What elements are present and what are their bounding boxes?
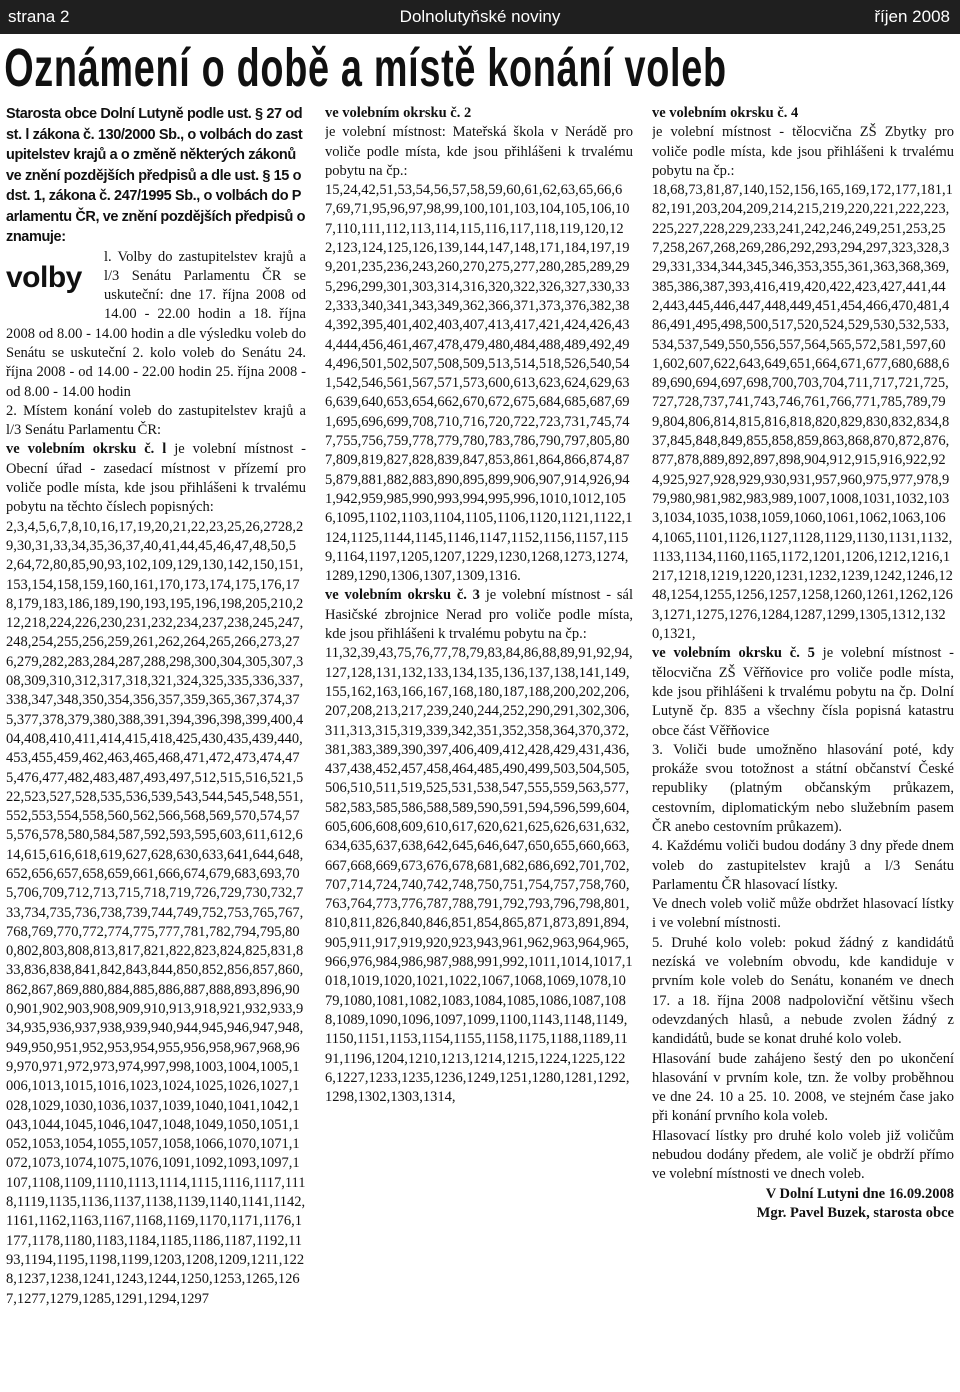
district-2-numbers: 15,24,42,51,53,54,56,57,58,59,60,61,62,63,65,66,67,69,71,95,96,97,98,99,100,101,103,104,105,106,107,110,111,112,113,114,115,116,117,118,119,120,122,123,124,125,126,139,144,147,148,171,184,197,199,201,235,236,243,260,270,275,277,280,285,289,295,296,299,301,303,314,316,320,322,326,327,330,332,333,340,341,343,349,362,366,371,373,376,382,384,392,395,401,402,403,407,413,417,421,424,426,434,444,456,461,467,478,479,480,484,488,489,492,494,496,501,502,507,508,509,513,514,518,526,540,541,542,546,561,567,571,573,600,613,623,624,629,636,639,640,653,654,662,670,672,675,684,685,687,691,695,696,699,708,710,716,720,722,723,731,745,747,755,756,759,778,779,780,783,786,790,797,805,807,809,819,827,828,839,847,853,861,864,866,874,875,879,881,882,883,890,895,899,906,907,914,926,941,942,959,985,990,993,994,995,996,1010,1012,1056,1095,1102,1103,1104,1105,1106,1120,1121,1122,1124,1125,1144,1145,1146,1147,1152,1156,1157,1159,1164,1197,1205,1207,1229,1230,1268,1273,1274,1289,1290,1306,1307,1309,1316. [325,182,633,585]
district-5-paragraph [652,644,954,740]
district-5-text: je volební místnost - tělocvična ZŠ Věřňovice pro voliče podle místa, kde jsou přihlášeni k trvalému pobytu na čp. Dolní Lutyně čp. 835 a všechny čísla popisná katastru obce část Věřňovice [652,645,954,739]
district-1-label: ve volebním okrsku č. l [6,441,167,458]
second-round-ballots-paragraph: Hlasovací lístky pro druhé kolo voleb již voličům nebudou dodány předem, ale volič je obdrží přímo ve volební místnosti ve dnech voleb. [652,1127,954,1183]
second-round-dates-paragraph: Hlasování bude zahájeno šestý den po ukončení hlasování v prvním kole, tzn. že volby proběhnou ve dne 24. 10 a 25. 10. 2008, ve stejném čase jako při konání prvního kola voleb. [652,1050,954,1125]
column-3 [652,104,954,1392]
district-2-text: je volební místnost: Mateřská škola v Nerádě pro voliče podle místa, kde jsou přihlášeni k trvalému pobytu na čp.: [325,124,633,179]
ballots-at-station-paragraph: Ve dnech voleb volič může obdržet hlasovací lístky i ve volební místnosti. [652,896,954,932]
district-4-numbers: 18,68,73,81,87,140,152,156,165,169,172,177,181,182,191,203,204,209,214,215,219,220,221,222,223,225,227,228,229,233,241,242,246,249,251,253,257,258,267,268,269,286,292,293,294,297,323,328,329,331,334,344,345,346,353,355,361,363,368,369,385,386,387,393,416,419,420,422,423,427,441,442,443,445,446,447,448,449,451,454,466,470,481,486,491,495,498,500,517,520,524,529,530,532,533,534,537,549,550,556,557,564,565,572,581,597,601,602,607,622,643,649,651,664,671,677,680,688,689,690,694,697,698,700,703,704,711,717,721,725,727,728,737,741,743,746,761,766,771,785,789,799,804,806,814,815,816,818,820,829,830,832,834,837,845,848,849,855,858,859,863,868,870,872,876,877,878,889,892,897,898,904,912,915,916,922,924,925,927,928,929,930,931,957,960,975,977,978,979,980,981,982,983,989,1007,1008,1031,1032,1033,1034,1035,1038,1059,1060,1061,1062,1063,1064,1065,1101,1126,1127,1128,1129,1130,1131,1132,1133,1134,1160,1165,1172,1201,1206,1212,1216,1217,1218,1219,1220,1231,1232,1239,1242,1246,1248,1254,1255,1256,1257,1258,1260,1261,1262,1263,1271,1275,1276,1284,1287,1299,1305,1312,1320,1321, [652,182,953,643]
district-1-paragraph [6,440,306,517]
district-3-paragraph [325,586,633,644]
district-3-numbers: 11,32,39,43,75,76,77,78,79,83,84,86,88,89,91,92,94,127,128,131,132,133,134,135,136,137,138,141,149,155,162,163,166,167,168,180,187,188,200,202,206,207,208,213,217,239,240,244,252,290,291,302,306,311,313,315,319,339,342,351,352,358,364,370,372,381,383,389,390,397,406,409,412,428,429,431,436,437,438,452,457,458,464,485,490,499,503,504,505,506,510,511,519,525,531,538,547,555,559,563,577,582,583,585,586,588,589,590,591,594,596,599,604,605,606,608,609,610,617,620,621,625,626,631,632,634,635,637,638,642,645,646,647,650,655,660,663,667,668,669,673,676,678,681,682,686,692,701,702,707,714,724,740,742,748,750,751,754,757,758,760,763,764,773,776,787,788,791,792,793,796,798,801,810,811,826,840,846,851,854,865,871,873,891,894,905,911,917,919,920,923,943,961,962,963,964,965,966,976,984,986,987,988,991,992,1011,1014,1017,1018,1019,1020,1021,1022,1067,1068,1069,1078,1079,1080,1081,1082,1083,1084,1085,1086,1087,1088,1089,1090,1096,1097,1099,1100,1143,1148,1149,1150,1151,1153,1154,1155,1158,1175,1188,1189,1191,1196,1204,1210,1213,1214,1215,1224,1225,1226,1227,1233,1235,1236,1249,1251,1280,1281,1292,1298,1302,1303,1314, [325,645,633,1106]
district-4-text: je volební místnost - tělocvična ZŠ Zbytky pro voliče podle místa, kde jsou přihlášeni k trvalému pobytu na čp.: [652,124,954,179]
district-5-label: ve volebním okrsku č. 5 [652,645,815,662]
polling-places-heading: 2. Místem konání voleb do zastupitelstev krajů a l/3 Senátu Parlamentu ČR: [6,402,306,439]
election-dates-paragraph [6,248,306,402]
district-1-numbers: 2,3,4,5,6,7,8,10,16,17,19,20,21,22,23,25,26,2728,29,30,31,33,34,35,36,37,40,41,44,45,46,47,48,50,52,64,72,80,85,90,93,102,109,129,130,142,150,151,153,154,158,159,160,161,170,173,174,175,176,178,179,183,186,189,190,193,195,196,198,205,210,212,218,224,226,230,231,232,234,237,238,245,247,248,254,255,256,259,261,262,264,265,266,273,276,279,282,283,284,287,288,298,300,304,305,307,308,309,310,312,317,318,321,324,325,335,336,337,338,347,348,350,354,356,357,359,365,367,374,375,377,378,379,380,388,391,394,396,398,399,400,404,408,410,411,414,415,418,425,430,435,439,440,453,455,459,462,463,465,468,471,472,473,474,475,476,477,482,483,487,493,497,512,515,516,521,522,523,527,528,535,536,539,543,544,545,548,551,552,553,554,558,560,562,566,568,569,570,574,575,576,578,580,584,587,592,593,595,603,611,612,614,615,616,618,619,627,628,630,633,641,644,648,652,656,657,658,659,661,666,674,679,683,693,705,706,709,712,713,715,718,719,726,729,730,732,733,734,735,736,738,739,744,749,752,753,765,767,768,769,770,772,774,775,777,781,782,794,795,800,802,803,808,813,817,821,822,823,824,825,831,833,836,838,841,842,843,844,850,852,856,857,860,862,867,869,880,884,885,886,887,888,893,896,900,901,902,903,908,909,910,913,918,921,932,933,934,935,936,937,938,939,940,944,945,946,947,948,949,950,951,952,953,954,955,956,958,967,968,969,970,971,972,973,974,997,998,1003,1004,1005,1006,1013,1015,1016,1023,1024,1025,1026,1027,1028,1029,1030,1036,1037,1039,1040,1041,1042,1043,1044,1045,1046,1047,1048,1049,1050,1051,1052,1053,1054,1055,1057,1058,1066,1070,1071,1072,1073,1074,1075,1076,1091,1092,1093,1097,1107,1108,1109,1110,1113,1114,1115,1116,1117,1118,1119,1135,1136,1137,1138,1139,1140,1141,1142,1161,1162,1163,1167,1168,1169,1170,1171,1176,1177,1178,1180,1183,1184,1185,1186,1187,1192,1193,1194,1195,1198,1199,1203,1208,1209,1211,1228,1237,1238,1241,1243,1244,1250,1253,1265,1267,1277,1279,1285,1291,1294,1297 [6,518,306,1307]
intro-paragraph: Starosta obce Dolní Lutyně podle ust. § 27 odst. l zákona č. 130/2000 Sb., o volbách do zastupitelstev krajů a o změně některých zákonů ve znění pozdějších předpisů a dle ust. § 15 odst. 1, zákona č. 247/1995 Sb., o volbách do Parlamentu ČR, ve znění pozdějších předpisů oznamuje: [6,106,306,245]
page-number: strana 2 [8,7,70,26]
second-round-paragraph: 5. Druhé kolo voleb: pokud žádný z kandidátů nezíská ve volebním obvodu, kde kandiduje v prvním kole voleb do Senátu, konaném ve dnech 17. a 18. října 2008 nadpoloviční většinu všech odevzdaných hlasů, a nebude zvolen žádný z kandidátů, bude se konat druhé kolo voleb. [652,934,954,1048]
issue-date: říjen 2008 [874,7,950,26]
ballots-paragraph: 4. Každému voliči budou dodány 3 dny přede dnem voleb do zastupitelstev krajů a l/3 Senátu Parlamentu ČR hlasovací lístky. [652,838,954,893]
signature-place-date: V Dolní Lutyni dne 16.09.2008 [765,1185,954,1202]
volby-label: volby [6,260,82,294]
signature-name: Mgr. Pavel Buzek, starosta obce [756,1204,954,1221]
district-2-label: ve volebním okrsku č. 2 [325,105,472,121]
column-1 [6,104,306,1392]
article-headline: Oznámení o době a místě konání voleb [4,38,727,98]
district-3-label: ve volebním okrsku č. 3 [325,587,480,604]
election-dates-text: l. Volby do zastupitelstev krajů a l/3 Senátu Parlamentu ČR se uskuteční: dne 17. října 2008 od 14.00 - 22.00 hodin a 18. října 2008 od 8.00 - 14.00 hodin a dle výsledku voleb do Senátu se uskuteční 2. kolo voleb do Senátu 24. října 2008 - od 14.00 - 22.00 hodin 25. října 2008 - od 8.00 - 14.00 hodin [6,248,306,400]
newspaper-name: Dolnolutyňské noviny [399,7,561,26]
district-1-text: je volební místnost - Obecní úřad - zasedací místnost v přízemí pro voliče podle místa, kde jsou přihlášeni k trvalému pobytu na těchto číslech popisných: [6,441,306,516]
article-headline-wrap [0,36,960,100]
identity-paragraph: 3. Voliči bude umožněno hlasování poté, kdy prokáže svou totožnost a státní občanství České republiky (platným občanským průkazem, cestovním, diplomatickým nebo služebním pasem ČR anebo cestovním průkazem). [652,741,954,835]
page-header-bar [0,0,960,34]
column-2 [325,104,633,1392]
district-3-text: je volební místnost - sál Hasičské zbrojnice Nerad pro voliče podle místa, kde jsou přihlášeni k trvalému pobytu na čp.: [325,587,633,643]
district-4-label: ve volebním okrsku č. 4 [652,105,799,121]
